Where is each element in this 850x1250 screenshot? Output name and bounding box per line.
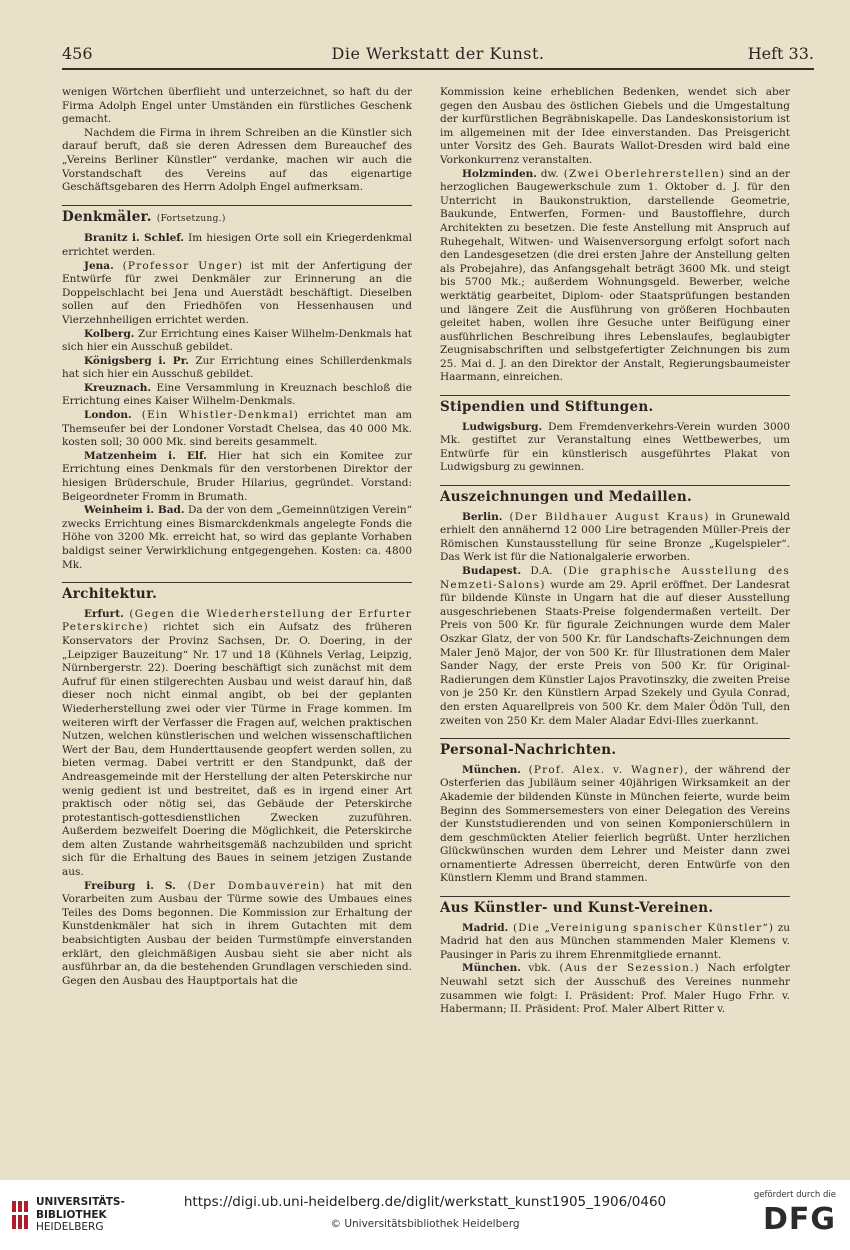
section-heading-stipendien: Stipendien und Stiftungen. xyxy=(440,399,654,416)
news-item: Berlin. (Der Bildhauer August Kraus) in Grunewald erhielt den annähernd 12 000 Lire betragenden Müller-Preis der Römischen Kunstausstellung für seine Bronze „Kugelspieler“. Das Werk ist für die Nationalgalerie erworben. xyxy=(440,510,790,564)
news-item: Branitz i. Schlef. Im hiesigen Orte soll ein Kriegerdenkmal errichtet werden. xyxy=(62,232,412,258)
section-divider xyxy=(440,485,790,486)
news-item: Freiburg i. S. (Der Dombauverein) hat mit den Vorarbeiten zum Ausbau der Türme sowie des Umbaues eines Teiles des Doms begonnen. Die Kommission zur Erhaltung der Kunstdenkmäler hat sich in ihrem Gutachten mit dem beabsichtigten Ausbau der beiden Turmstümpfe einverstanden erklärt, den gleichmäßigen Ausbau sieht sie aber nicht als ausführbar an, da die bestehenden Grundlagen verschieden sind. Gegen den Ausbau des Hauptportals hat die xyxy=(62,879,412,987)
journal-title: Die Werkstatt der Kunst. xyxy=(331,44,545,63)
news-item: Madrid. (Die „Vereinigung spanischer Künstler“) zu Madrid hat den aus München stammenden Maler Klemens v. Pausinger in Paris zu ihrem Ehrenmitgliede ernannt. xyxy=(440,921,790,961)
funding-note: gefördert durch die xyxy=(753,1190,836,1200)
news-item: London. (Ein Whistler-Denkmal) errichtet man am Themseufer bei der Londoner Vorstadt Chelsea, das 40 000 Mk. kosten soll; 30 000 Mk. sind bereits gesammelt. xyxy=(62,409,412,449)
footer-bar xyxy=(0,1180,850,1250)
news-item: München. vbk. (Aus der Sezession.) Nach erfolgter Neuwahl setzt sich der Ausschuß des Vereines nunmehr zusammen wie folgt: I. Präsident: Prof. Maler Hugo Frhr. v. Habermann; II. Präsident: Prof. Maler Albert Ritter v. xyxy=(440,962,790,1016)
page-number: 456 xyxy=(62,44,93,63)
left-column xyxy=(62,86,412,1156)
news-item: Budapest. D.A. (Die graphische Ausstellung des Nemzeti-Salons) wurde am 29. April eröffnet. Der Landesrat für bildende Künste in Ungarn hat die auf dieser Ausstellung ausgeschriebenen Staats-Preise folgendermaßen verteilt. Der Preis von 500 Kr. für figurale Zeichnungen wurde dem Maler Oszkar Glatz, der von 500 Kr. für Landschafts-Zeichnungen dem Maler Jenö Major, der von 500 Kr. für Illustrationen dem Maler Sander Nagy, der erste Preis von 500 Kr. für Original-Radierungen dem Künstler Lajos Pravotinszky, die zweiten Preise von je 250 Kr. den Künstlern Arpad Szekely und Gyula Conrad, den ersten Aquarellpreis von 500 Kr. dem Maler Ödön Tull, den zweiten von 250 Kr. dem Maler Aladar Edvi-Illes zuerkannt. xyxy=(440,565,790,727)
copyright-notice: © Universitätsbibliothek Heidelberg xyxy=(330,1218,520,1230)
header-rule xyxy=(62,68,814,70)
section-divider xyxy=(62,205,412,206)
section-divider xyxy=(440,738,790,739)
intro-paragraph: wenigen Wörtchen überflieht und unterzeichnet, so haft du der Firma Adolph Engel unter Umständen ein fürstliches Geschenk gemacht. xyxy=(62,86,412,126)
dfg-logo: DFG xyxy=(762,1202,836,1237)
news-item: Kolberg. Zur Errichtung eines Kaiser Wilhelm-Denkmals hat sich hier ein Ausschuß gebildet. xyxy=(62,327,412,354)
news-item: Weinheim i. Bad. Da der von dem „Gemeinnützigen Verein“ zwecks Errichtung eines Bismarckdenkmals angelegte Fonds die Höhe von 3200 Mk. erreicht hat, so wird das geplante Vorhaben baldigst seiner Verwirklichung entgegengehen. Kosten: ca. 4800 Mk. xyxy=(62,504,412,571)
news-item: Erfurt. (Gegen die Wiederherstellung der Erfurter Peterskirche) richtet sich ein Aufsatz des früheren Konservators der Provinz Sachsen, Dr. O. Doering, in der „Leipziger Bauzeitung“ Nr. 17 und 18 (Kühnels Verlag, Leipzig, Nürnbergerstr. 22). Doering beschäftigt sich zunächst mit dem Aufruf für einen stilgerechten Ausbau und weist darauf hin, daß dieser noch nicht einmal angibt, ob bei der geplanten Wiederherstellung zwei oder vier Türme in Frage kommen. Im weiteren wirft der Verfasser die Fragen auf, welchen praktischen Nutzen, welchen künstlerischen und welchen wissenschaftlichen Wert der Bau, dem Hunderttausende geopfert werden sollen, zu bieten vermag. Dabei vertritt er den Standpunkt, daß der Andreasgemeinde mit der Herstellung der alten Peterskirche nur wenig gedient ist und bestreitet, daß es in irgend einer Art praktisch oder nötig sei, das Gebäude der Peterskirche protestantisch-gottesdienstlichen Zwecken zuzuführen. Außerdem bezweifelt Doering die Möglichkeit, die Peterskirche dem alten Zustande wahrheitsgemäß nachzubilden und spricht sich für die Erhaltung des Baues in seinem jetzigen Zustande aus. xyxy=(62,607,412,879)
news-item: Jena. (Professor Unger) ist mit der Anfertigung der Entwürfe für zwei Denkmäler zur Erinnerung an die Doppelschlacht bei Jena und Auerstädt beschäftigt. Dieselben sollen auf den Friedhöfen von Hessenhausen und Vierzehnheiligen errichtet werden. xyxy=(62,259,412,326)
section-heading-auszeichnungen: Auszeichnungen und Medaillen. xyxy=(440,489,692,506)
running-header xyxy=(62,44,814,66)
section-divider xyxy=(62,582,412,583)
news-item: Ludwigsburg. Dem Fremdenverkehrs-Verein wurden 3000 Mk. gestiftet zur Veranstaltung eines Wettbewerbes, um Entwürfe für ein künstlerisch ausgeführtes Plakat von Ludwigsburg zu gewinnen. xyxy=(440,420,790,474)
permalink-url[interactable]: https://digi.ub.uni-heidelberg.de/diglit/werkstatt_kunst1905_1906/0460 xyxy=(183,1194,667,1210)
section-heading-denkmaeler: Denkmäler. (Fortsetzung.) xyxy=(62,208,226,225)
news-item: Kreuznach. Eine Versammlung in Kreuznach beschloß die Errichtung eines Kaiser Wilhelm-Denkmals. xyxy=(62,381,412,408)
issue-number: Heft 33. xyxy=(747,44,814,63)
section-divider xyxy=(440,896,790,897)
library-name: UNIVERSITÄTS- BIBLIOTHEK HEIDELBERG xyxy=(36,1196,125,1233)
news-item: München. (Prof. Alex. v. Wagner), der während der Osterferien das Jubiläum seiner 40jährigen Wirksamkeit an der Akademie der bildenden Künste in München feierte, wurde beim Beginn des Sommersemesters von einer Delegation des Vereins der Kunststudierenden und von seinen Komponierschülern in dem geschmückten Atelier feierlich begrüßt. Unter herzlichen Glückwünschen wurden dem Lehrer und Meister dann zwei ornamentierte Adressen überreicht, deren Entwürfe von den Künstlern Klemm und Brand stammen. xyxy=(440,763,790,885)
right-column xyxy=(440,86,790,1156)
section-heading-vereine: Aus Künstler- und Kunst-Vereinen. xyxy=(440,900,714,917)
section-heading-personal: Personal-Nachrichten. xyxy=(440,742,617,759)
news-item: Königsberg i. Pr. Zur Errichtung eines Schillerdenkmals hat sich hier ein Ausschuß gebildet. xyxy=(62,354,412,381)
news-item: Holzminden. dw. (Zwei Oberlehrerstellen) sind an der herzoglichen Baugewerkschule zum 1. Oktober d. J. für den Unterricht in Baukonstruktion, darstellende Geometrie, Baukunde, Entwerfen, Formen- und Baustofflehre, durch Architekten zu besetzen. Die feste Anstellung mit Anspruch auf Ruhegehalt, Witwen- und Waisenversorgung erfolgt sofort nach den Landesgesetzen (die drei ersten Jahre der Anstellung gelten als Probejahre), das Anfangsgehalt beträgt 3600 Mk. und steigt bis 5700 Mk.; außerdem Wohnungsgeld. Bewerber, welche werktätig gearbeitet, Diplom- oder Staatsprüfungen bestanden und längere Zeit die Ausführung von größeren Hochbauten geleitet haben, wollen ihre Gesuche unter Beifügung einer ausführlichen Beschreibung ihres Lebenslaufes, beglaubigter Zeugnisabschriften und selbstgefertigter Zeichnungen bis zum 25. Mai d. J. an den Direktor der Anstalt, Regierungsbaumeister Haarmann, einreichen. xyxy=(440,167,790,384)
section-divider xyxy=(440,395,790,396)
intro-paragraph: Nachdem die Firma in ihrem Schreiben an die Künstler sich darauf beruft, daß sie deren Adressen dem Bureauchef des „Vereins Berliner Künstler“ verdanke, machen wir auch die Vorstandschaft des Vereins auf das eigenartige Geschäftsgebaren des Herrn Adolph Engel aufmerksam. xyxy=(62,126,412,194)
section-heading-architektur: Architektur. xyxy=(62,586,158,603)
news-item: Matzenheim i. Elf. Hier hat sich ein Komitee zur Errichtung eines Denkmals für den verstorbenen Direktor der hiesigen Brüderschule, Bruder Hilarius, gegründet. Vorstand: Beigeordneter Fromm in Brumath. xyxy=(62,449,412,503)
continued-paragraph: Kommission keine erheblichen Bedenken, wendet sich aber gegen den Ausbau des östlichen Giebels und die Umgestaltung der kurfürstlichen Begräbniskapelle. Das Landeskonsistorium ist im allgemeinen mit der Idee einverstanden. Das Preisgericht unter Vorsitz des Geh. Baurats Wallot-Dresden wird bald eine Vorkonkurrenz veranstalten. xyxy=(440,86,790,166)
